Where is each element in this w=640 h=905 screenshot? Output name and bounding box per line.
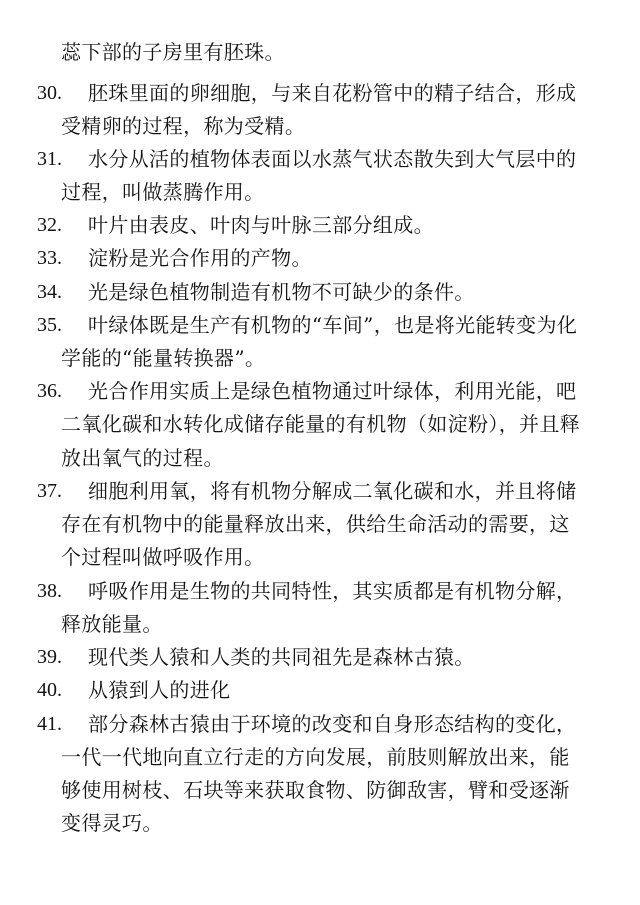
list-item-41-line-2 (0, 740, 640, 774)
item-text: 现代类人猿和人类的共同祖先是森林古猿。 (88, 645, 475, 669)
item-number: 33. (37, 247, 62, 269)
item-text: 淀粉是光合作用的产物。 (88, 246, 312, 270)
item-text: 呼吸作用是生物的共同特性，其实质都是有机物分解， (88, 579, 577, 603)
item-text: 光合作用实质上是绿色植物通过叶绿体，利用光能，吧 (88, 379, 577, 403)
list-item-39-line-1 (0, 640, 640, 674)
list-item-38-line-2 (0, 607, 640, 641)
item-text: 变得灵巧。 (61, 811, 163, 835)
list-item-30-line-2 (0, 109, 640, 143)
item-number: 34. (37, 281, 62, 303)
list-item-41-line-4 (0, 806, 640, 840)
item-text: 胚珠里面的卵细胞，与来自花粉管中的精子结合，形成 (88, 81, 577, 105)
list-item-37-line-3 (0, 540, 640, 574)
list-item-41-line-1 (0, 707, 640, 741)
item-text: 过程，叫做蒸腾作用。 (61, 180, 265, 204)
list-item-30-line-1 (0, 76, 640, 110)
item-number: 36. (37, 380, 62, 402)
list-item-31-line-1 (0, 142, 640, 176)
list-item-36-line-3 (0, 441, 640, 475)
item-text: 受精卵的过程，称为受精。 (61, 114, 306, 138)
item-text: 从猿到人的进化 (88, 678, 231, 702)
list-item-32-line-1 (0, 208, 640, 242)
item-text: 二氧化碳和水转化成储存能量的有机物（如淀粉），并且释 (61, 412, 581, 436)
item-text: 放出氧气的过程。 (61, 446, 224, 470)
item-text: 叶片由表皮、叶肉与叶脉三部分组成。 (88, 213, 434, 237)
list-item-34-line-1 (0, 275, 640, 309)
item-number: 32. (37, 214, 62, 236)
list-item-35-line-2 (0, 341, 640, 375)
item-text: 学能的“能量转换器”。 (61, 346, 266, 370)
item-text: 个过程叫做呼吸作用。 (61, 545, 265, 569)
item-text: 一代一代地向直立行走的方向发展，前肢则解放出来，能 (61, 745, 570, 769)
item-number: 37. (37, 480, 62, 502)
item-text: 叶绿体既是生产有机物的“车间”，也是将光能转变为化 (88, 313, 578, 337)
item-number: 30. (37, 82, 62, 104)
list-item-35-line-1 (0, 308, 640, 342)
item-number: 41. (37, 713, 62, 735)
list-item-36-line-2 (0, 407, 640, 441)
list-item-37-line-1 (0, 474, 640, 508)
item-number: 40. (37, 679, 62, 701)
list-item-41-line-3 (0, 773, 640, 807)
list-item-29-line-1 (0, 35, 640, 69)
item-text: 部分森林古猿由于环境的改变和自身形态结构的变化， (88, 712, 577, 736)
item-text: 水分从活的植物体表面以水蒸气状态散失到大气层中的 (88, 147, 577, 171)
item-number: 35. (37, 314, 62, 336)
item-text: 存在有机物中的能量释放出来，供给生命活动的需要，这 (61, 512, 570, 536)
list-item-33-line-1 (0, 241, 640, 275)
list-item-38-line-1 (0, 574, 640, 608)
item-text: 蕊下部的子房里有胚珠。 (61, 40, 285, 64)
item-text: 释放能量。 (61, 612, 163, 636)
item-text: 够使用树枝、石块等来获取食物、防御敌害，臂和受逐渐 (61, 778, 570, 802)
item-number: 39. (37, 646, 62, 668)
item-text: 细胞利用氧，将有机物分解成二氧化碳和水，并且将储 (88, 479, 577, 503)
item-text: 光是绿色植物制造有机物不可缺少的条件。 (88, 280, 475, 304)
list-item-31-line-2 (0, 175, 640, 209)
list-item-37-line-2 (0, 507, 640, 541)
item-number: 38. (37, 580, 62, 602)
list-item-40-line-1 (0, 673, 640, 707)
list-item-36-line-1 (0, 374, 640, 408)
item-number: 31. (37, 148, 62, 170)
